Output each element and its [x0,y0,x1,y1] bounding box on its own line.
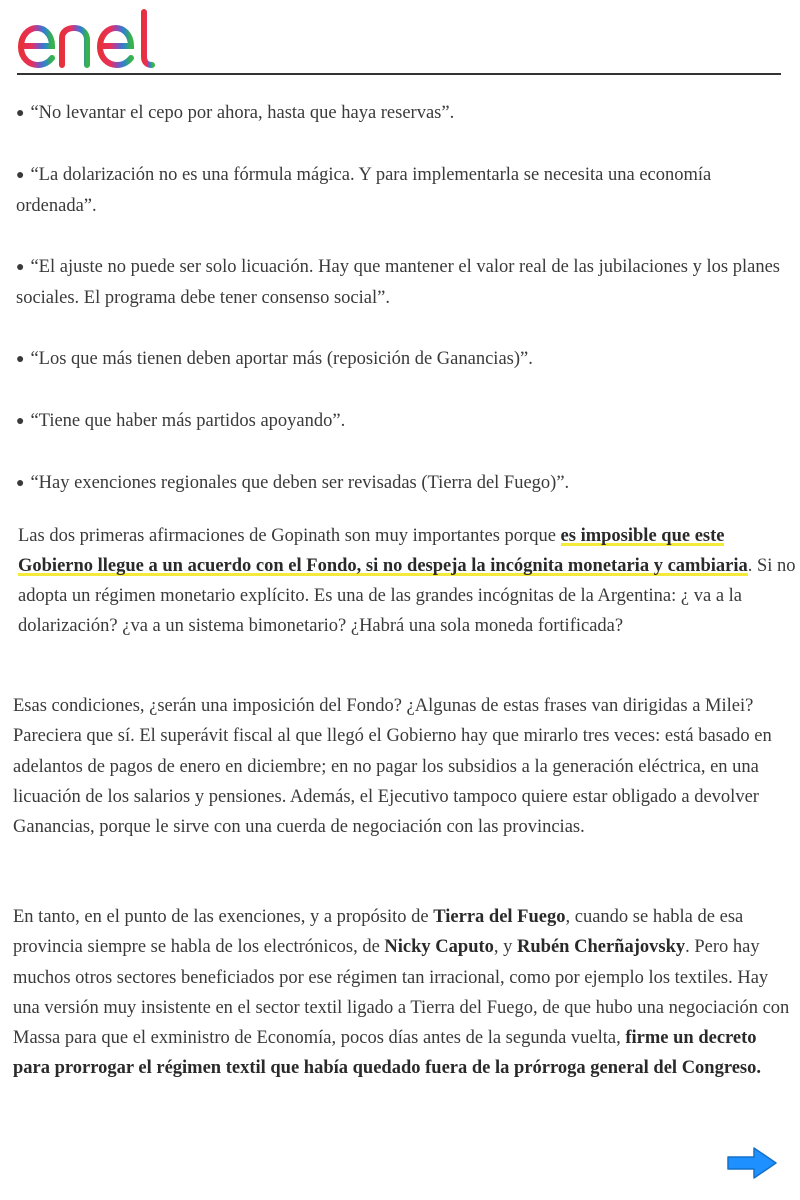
bold-decreto: firme un decreto para prorrogar el régimen textil que había quedado fuera de la prórroga general del Congreso. [13,1028,762,1079]
bold-tierra-del-fuego: Tierra del Fuego [433,907,566,927]
paragraph-exenciones: En tanto, en el punto de las exenciones, y a propósito de Tierra del Fuego, cuando se habla de esa provincia siempre se habla de los electrónicos, de Nicky Caputo, y Rubén Cherñajovsky. Pero hay muchos otros sectores beneficiados por ese régimen tan irracional, como por ejemplo los textiles. Hay una versión muy insistente en el sector textil ligado a Tierra del Fuego, de que hubo una negociación con Massa para que el exministro de Economía, pocos días antes de la segunda vuelta, firme un decreto para prorrogar el régimen textil que había quedado fuera de la prórroga general del Congreso. [13,907,790,1079]
header-rule [17,73,781,75]
paragraph-gopinath: Las dos primeras afirmaciones de Gopinath son muy importantes porque es imposible que este Gobierno llegue a un acuerdo con el Fondo, si no despeja la incógnita monetaria y cambiaria. Si no adopta un régimen monetario explícito. Es una de las grandes incógnitas de la Argentina: ¿ va a la dolarización? ¿va a un sistema bimonetario? ¿Habrá una sola moneda fortificada? [18,526,796,636]
bullet-dot: ● [16,106,25,121]
bullet-dot: ● [16,476,25,491]
bullet-dot: ● [16,260,25,275]
bullet-item: ● “No levantar el cepo por ahora, hasta que haya reservas”. [16,103,455,123]
bullet-item: ● “Tiene que haber más partidos apoyando”. [16,411,346,431]
highlighted-text: es imposible que este Gobierno llegue a un acuerdo con el Fondo, si no despeja la incógnita monetaria y cambiaria [18,526,748,576]
arrow-right-icon[interactable] [726,1146,778,1180]
bullet-item: ● “El ajuste no puede ser solo licuación. Hay que mantener el valor real de las jubilaciones y los planes sociales. El programa debe tener consenso social”. [16,257,780,308]
bullet-dot: ● [16,414,25,429]
bold-nicky-caputo: Nicky Caputo [384,937,494,958]
bullet-list [16,98,796,530]
paragraph-conditions: Esas condiciones, ¿serán una imposición del Fondo? ¿Algunas de estas frases van dirigidas a Milei? Pareciera que sí. El superávit fiscal al que llegó el Gobierno hay que mirarlo tres veces: está basado en adelantos de pagos de enero en diciembre; en no pagar los subsidios a la generación eléctrica, en una licuación de los salarios y pensiones. Además, el Ejecutivo tampoco quiere estar obligado a devolver Ganancias, porque le sirve con una cuerda de negociación con las provincias. [13,696,772,838]
bullet-dot: ● [16,352,25,367]
enel-logo [16,8,180,68]
bullet-item: ● “Hay exenciones regionales que deben ser revisadas (Tierra del Fuego)”. [16,473,570,493]
bold-ruben-chernajovsky: Rubén Cherñajovsky [517,937,686,958]
bullet-item: ● “La dolarización no es una fórmula mágica. Y para implementarla se necesita una economía ordenada”. [16,165,712,216]
bullet-item: ● “Los que más tienen deben aportar más (reposición de Ganancias)”. [16,349,533,369]
bullet-dot: ● [16,168,25,183]
